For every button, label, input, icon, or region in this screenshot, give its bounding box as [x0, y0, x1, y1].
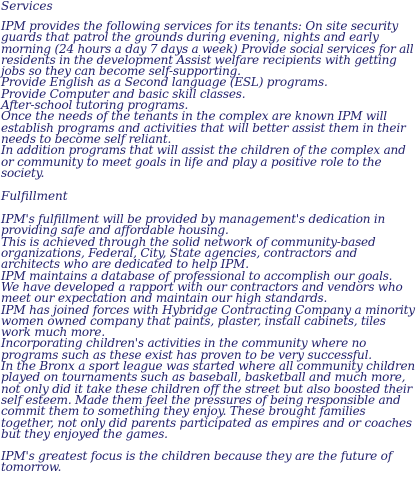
services-item: In addition programs that will assist the children of the complex and or community to meet goals in life and play a positive role to the society. — [1, 143, 406, 180]
services-item: After-school tutoring programs. — [1, 98, 189, 113]
closing-statement: IPM's greatest focus is the children because they are the future of tomorrow. — [1, 449, 392, 475]
fulfillment-item: In the Bronx a sport league was started where all community children played on tournaments such as baseball, basketball and much more, not only did it take these children off the street but also boosted their self esteem. Made them feel the pressures of being responsible and commit them to something they enjoy. These brought families together, not only did parents participated as empires and or coaches but they enjoyed the games. — [1, 359, 415, 441]
fulfillment-item: IPM has joined forces with Hybridge Contracting Company a minority women owned company that paints, plaster, install cabinets, tiles work much more. — [1, 302, 415, 340]
fulfillment-item: IPM's fulfillment will be provided by management's dedication in providing safe and affordable housing. — [1, 212, 386, 238]
fulfillment-item: Incorporating children's activities in the community where no programs such as these exist has proven to be very successful. — [1, 336, 372, 362]
fulfillment-item: This is achieved through the solid network of community-based organizations, Federal, City, State agencies, contractors and architects who are dedicated to help IPM. — [1, 234, 376, 272]
services-intro: IPM provides the following services for its tenants: On site security guards that patrol the grounds during evening, nights and early morning (24 hours a day 7 days a week) Provide social services for all residents in the development Assist welfare recipients with getting jobs so they can become self-supporting. — [1, 19, 414, 79]
services-item: Provide English as a Second language (ESL) programs. — [1, 75, 328, 90]
fulfillment-heading: Fulfillment — [1, 189, 68, 204]
fulfillment-item: IPM maintains a database of professional to accomplish our goals. — [1, 268, 393, 283]
fulfillment-item: We have developed a rapport with our contractors and vendors who meet our expectation and maintain our high standards. — [1, 279, 403, 306]
services-heading: Services — [1, 0, 53, 13]
services-item: Once the needs of the tenants in the complex are known IPM will establish programs and activities that will better assist them in their needs to become self reliant. — [1, 109, 406, 146]
services-item: Provide Computer and basic skill classes. — [1, 86, 246, 101]
